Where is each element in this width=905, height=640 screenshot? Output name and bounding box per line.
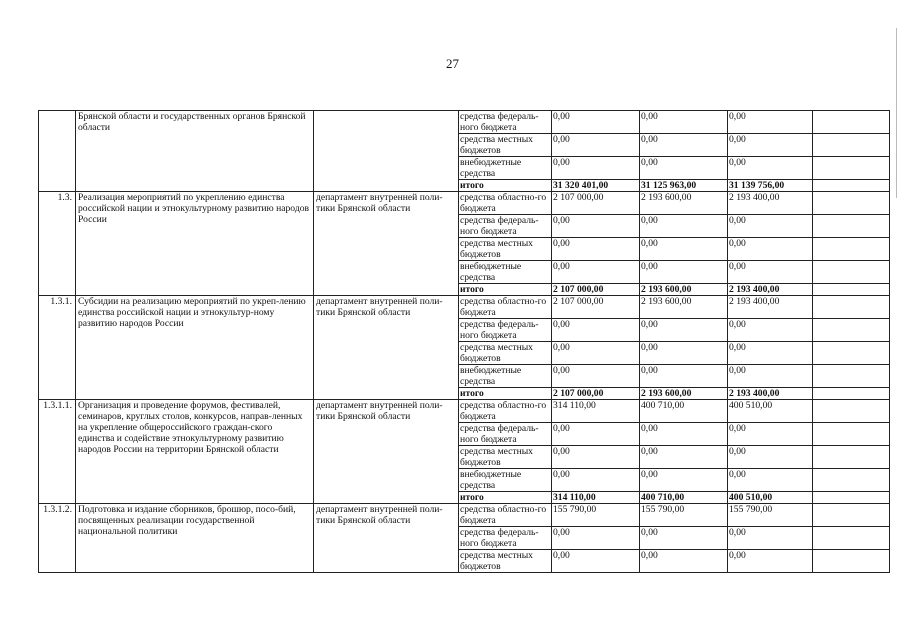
funding-source: итого xyxy=(459,388,552,400)
amount-year-2: 0,00 xyxy=(640,157,728,180)
empty-cell xyxy=(813,423,890,446)
item-code: 1.3.1.2. xyxy=(39,504,76,573)
amount-year-1: 0,00 xyxy=(552,319,640,342)
amount-year-2: 155 790,00 xyxy=(640,504,728,527)
amount-year-1: 314 110,00 xyxy=(552,400,640,423)
empty-cell xyxy=(813,446,890,469)
empty-cell xyxy=(813,319,890,342)
funding-source: внебюджетные средства xyxy=(459,469,552,492)
empty-cell xyxy=(813,469,890,492)
amount-year-2: 0,00 xyxy=(640,319,728,342)
amount-year-2: 0,00 xyxy=(640,527,728,550)
amount-year-3: 0,00 xyxy=(728,446,813,469)
amount-year-1: 0,00 xyxy=(552,134,640,157)
funding-source: средства федераль-ного бюджета xyxy=(459,111,552,134)
amount-year-2: 0,00 xyxy=(640,342,728,365)
funding-source: средства областно-го бюджета xyxy=(459,400,552,423)
empty-cell xyxy=(813,261,890,284)
item-name: Субсидии на реализацию мероприятий по укреп-лению единства российской нации и этнокультур-ному развитию народов России xyxy=(76,296,314,400)
table-row xyxy=(39,504,890,527)
amount-year-3: 400 510,00 xyxy=(728,400,813,423)
funding-source: средства областно-го бюджета xyxy=(459,192,552,215)
amount-year-1: 155 790,00 xyxy=(552,504,640,527)
amount-year-2: 400 710,00 xyxy=(640,492,728,504)
table-row xyxy=(39,192,890,215)
table-row xyxy=(39,296,890,319)
amount-year-3: 2 193 400,00 xyxy=(728,284,813,296)
funding-source: средства местных бюджетов xyxy=(459,446,552,469)
funding-source: средства областно-го бюджета xyxy=(459,504,552,527)
item-code: 1.3.1. xyxy=(39,296,76,400)
funding-source: итого xyxy=(459,180,552,192)
amount-year-1: 0,00 xyxy=(552,215,640,238)
page-number: 27 xyxy=(446,56,459,71)
empty-cell xyxy=(813,111,890,134)
funding-source: средства местных бюджетов xyxy=(459,134,552,157)
amount-year-2: 2 193 600,00 xyxy=(640,296,728,319)
funding-source: средства местных бюджетов xyxy=(459,238,552,261)
amount-year-1: 31 320 401,00 xyxy=(552,180,640,192)
empty-cell xyxy=(813,550,890,573)
amount-year-3: 400 510,00 xyxy=(728,492,813,504)
amount-year-3: 0,00 xyxy=(728,134,813,157)
item-name: Подготовка и издание сборников, брошюр, посо-бий, посвященных реализации государственной национальной политики xyxy=(76,504,314,573)
empty-cell xyxy=(813,180,890,192)
amount-year-1: 0,00 xyxy=(552,365,640,388)
amount-year-3: 0,00 xyxy=(728,423,813,446)
amount-year-3: 2 193 400,00 xyxy=(728,296,813,319)
amount-year-2: 0,00 xyxy=(640,469,728,492)
funding-source: итого xyxy=(459,492,552,504)
empty-cell xyxy=(813,342,890,365)
margin-line xyxy=(896,28,897,198)
amount-year-3: 0,00 xyxy=(728,261,813,284)
amount-year-1: 0,00 xyxy=(552,261,640,284)
item-name: Брянской области и государственных органов Брянской области xyxy=(76,111,314,192)
table-row xyxy=(39,400,890,423)
empty-cell xyxy=(813,134,890,157)
empty-cell xyxy=(813,527,890,550)
amount-year-3: 0,00 xyxy=(728,238,813,261)
empty-cell xyxy=(813,365,890,388)
empty-cell xyxy=(813,157,890,180)
amount-year-1: 2 107 000,00 xyxy=(552,192,640,215)
funding-source: средства федераль-ного бюджета xyxy=(459,527,552,550)
funding-source: внебюджетные средства xyxy=(459,365,552,388)
amount-year-2: 0,00 xyxy=(640,261,728,284)
amount-year-1: 0,00 xyxy=(552,111,640,134)
funding-source: средства федераль-ного бюджета xyxy=(459,319,552,342)
item-code xyxy=(39,111,76,192)
item-executor: департамент внутренней поли-тики Брянской области xyxy=(314,504,459,573)
amount-year-2: 0,00 xyxy=(640,134,728,157)
amount-year-3: 0,00 xyxy=(728,157,813,180)
item-executor: департамент внутренней поли-тики Брянской области xyxy=(314,400,459,504)
empty-cell xyxy=(813,192,890,215)
amount-year-3: 31 139 756,00 xyxy=(728,180,813,192)
funding-source: средства областно-го бюджета xyxy=(459,296,552,319)
item-name: Реализация мероприятий по укреплению единства российской нации и этнокультурному развитию народов России xyxy=(76,192,314,296)
amount-year-2: 0,00 xyxy=(640,550,728,573)
amount-year-2: 2 193 600,00 xyxy=(640,192,728,215)
amount-year-3: 155 790,00 xyxy=(728,504,813,527)
amount-year-2: 2 193 600,00 xyxy=(640,388,728,400)
budget-table xyxy=(38,110,890,573)
amount-year-3: 0,00 xyxy=(728,550,813,573)
amount-year-1: 0,00 xyxy=(552,423,640,446)
item-name: Организация и проведение форумов, фестивалей, семинаров, круглых столов, конкурсов, направ-ленных на укрепление общероссийского граждан-ского единства и содействие этнокультурному развитию народов России на территории Брянской области xyxy=(76,400,314,504)
empty-cell xyxy=(813,400,890,423)
table-row xyxy=(39,111,890,134)
amount-year-2: 0,00 xyxy=(640,446,728,469)
amount-year-3: 0,00 xyxy=(728,469,813,492)
amount-year-1: 314 110,00 xyxy=(552,492,640,504)
amount-year-2: 2 193 600,00 xyxy=(640,284,728,296)
item-executor: департамент внутренней поли-тики Брянской области xyxy=(314,192,459,296)
empty-cell xyxy=(813,284,890,296)
amount-year-1: 0,00 xyxy=(552,527,640,550)
amount-year-1: 0,00 xyxy=(552,550,640,573)
amount-year-3: 2 193 400,00 xyxy=(728,388,813,400)
amount-year-2: 0,00 xyxy=(640,111,728,134)
amount-year-3: 2 193 400,00 xyxy=(728,192,813,215)
amount-year-1: 0,00 xyxy=(552,446,640,469)
amount-year-1: 0,00 xyxy=(552,157,640,180)
amount-year-1: 2 107 000,00 xyxy=(552,388,640,400)
funding-source: итого xyxy=(459,284,552,296)
amount-year-3: 0,00 xyxy=(728,111,813,134)
funding-source: внебюджетные средства xyxy=(459,261,552,284)
empty-cell xyxy=(813,492,890,504)
amount-year-2: 0,00 xyxy=(640,365,728,388)
empty-cell xyxy=(813,215,890,238)
funding-source: средства федераль-ного бюджета xyxy=(459,423,552,446)
empty-cell xyxy=(813,388,890,400)
empty-cell xyxy=(813,238,890,261)
amount-year-2: 31 125 963,00 xyxy=(640,180,728,192)
empty-cell xyxy=(813,296,890,319)
item-executor: департамент внутренней поли-тики Брянской области xyxy=(314,296,459,400)
funding-source: внебюджетные средства xyxy=(459,157,552,180)
item-code: 1.3.1.1. xyxy=(39,400,76,504)
amount-year-1: 0,00 xyxy=(552,238,640,261)
amount-year-3: 0,00 xyxy=(728,215,813,238)
item-code: 1.3. xyxy=(39,192,76,296)
funding-source: средства федераль-ного бюджета xyxy=(459,215,552,238)
amount-year-2: 0,00 xyxy=(640,423,728,446)
amount-year-3: 0,00 xyxy=(728,365,813,388)
amount-year-1: 2 107 000,00 xyxy=(552,284,640,296)
empty-cell xyxy=(813,504,890,527)
amount-year-1: 2 107 000,00 xyxy=(552,296,640,319)
funding-source: средства местных бюджетов xyxy=(459,342,552,365)
amount-year-1: 0,00 xyxy=(552,342,640,365)
amount-year-1: 0,00 xyxy=(552,469,640,492)
item-executor xyxy=(314,111,459,192)
funding-source: средства местных бюджетов xyxy=(459,550,552,573)
amount-year-3: 0,00 xyxy=(728,527,813,550)
amount-year-2: 0,00 xyxy=(640,215,728,238)
amount-year-2: 0,00 xyxy=(640,238,728,261)
amount-year-3: 0,00 xyxy=(728,342,813,365)
amount-year-2: 400 710,00 xyxy=(640,400,728,423)
amount-year-3: 0,00 xyxy=(728,319,813,342)
